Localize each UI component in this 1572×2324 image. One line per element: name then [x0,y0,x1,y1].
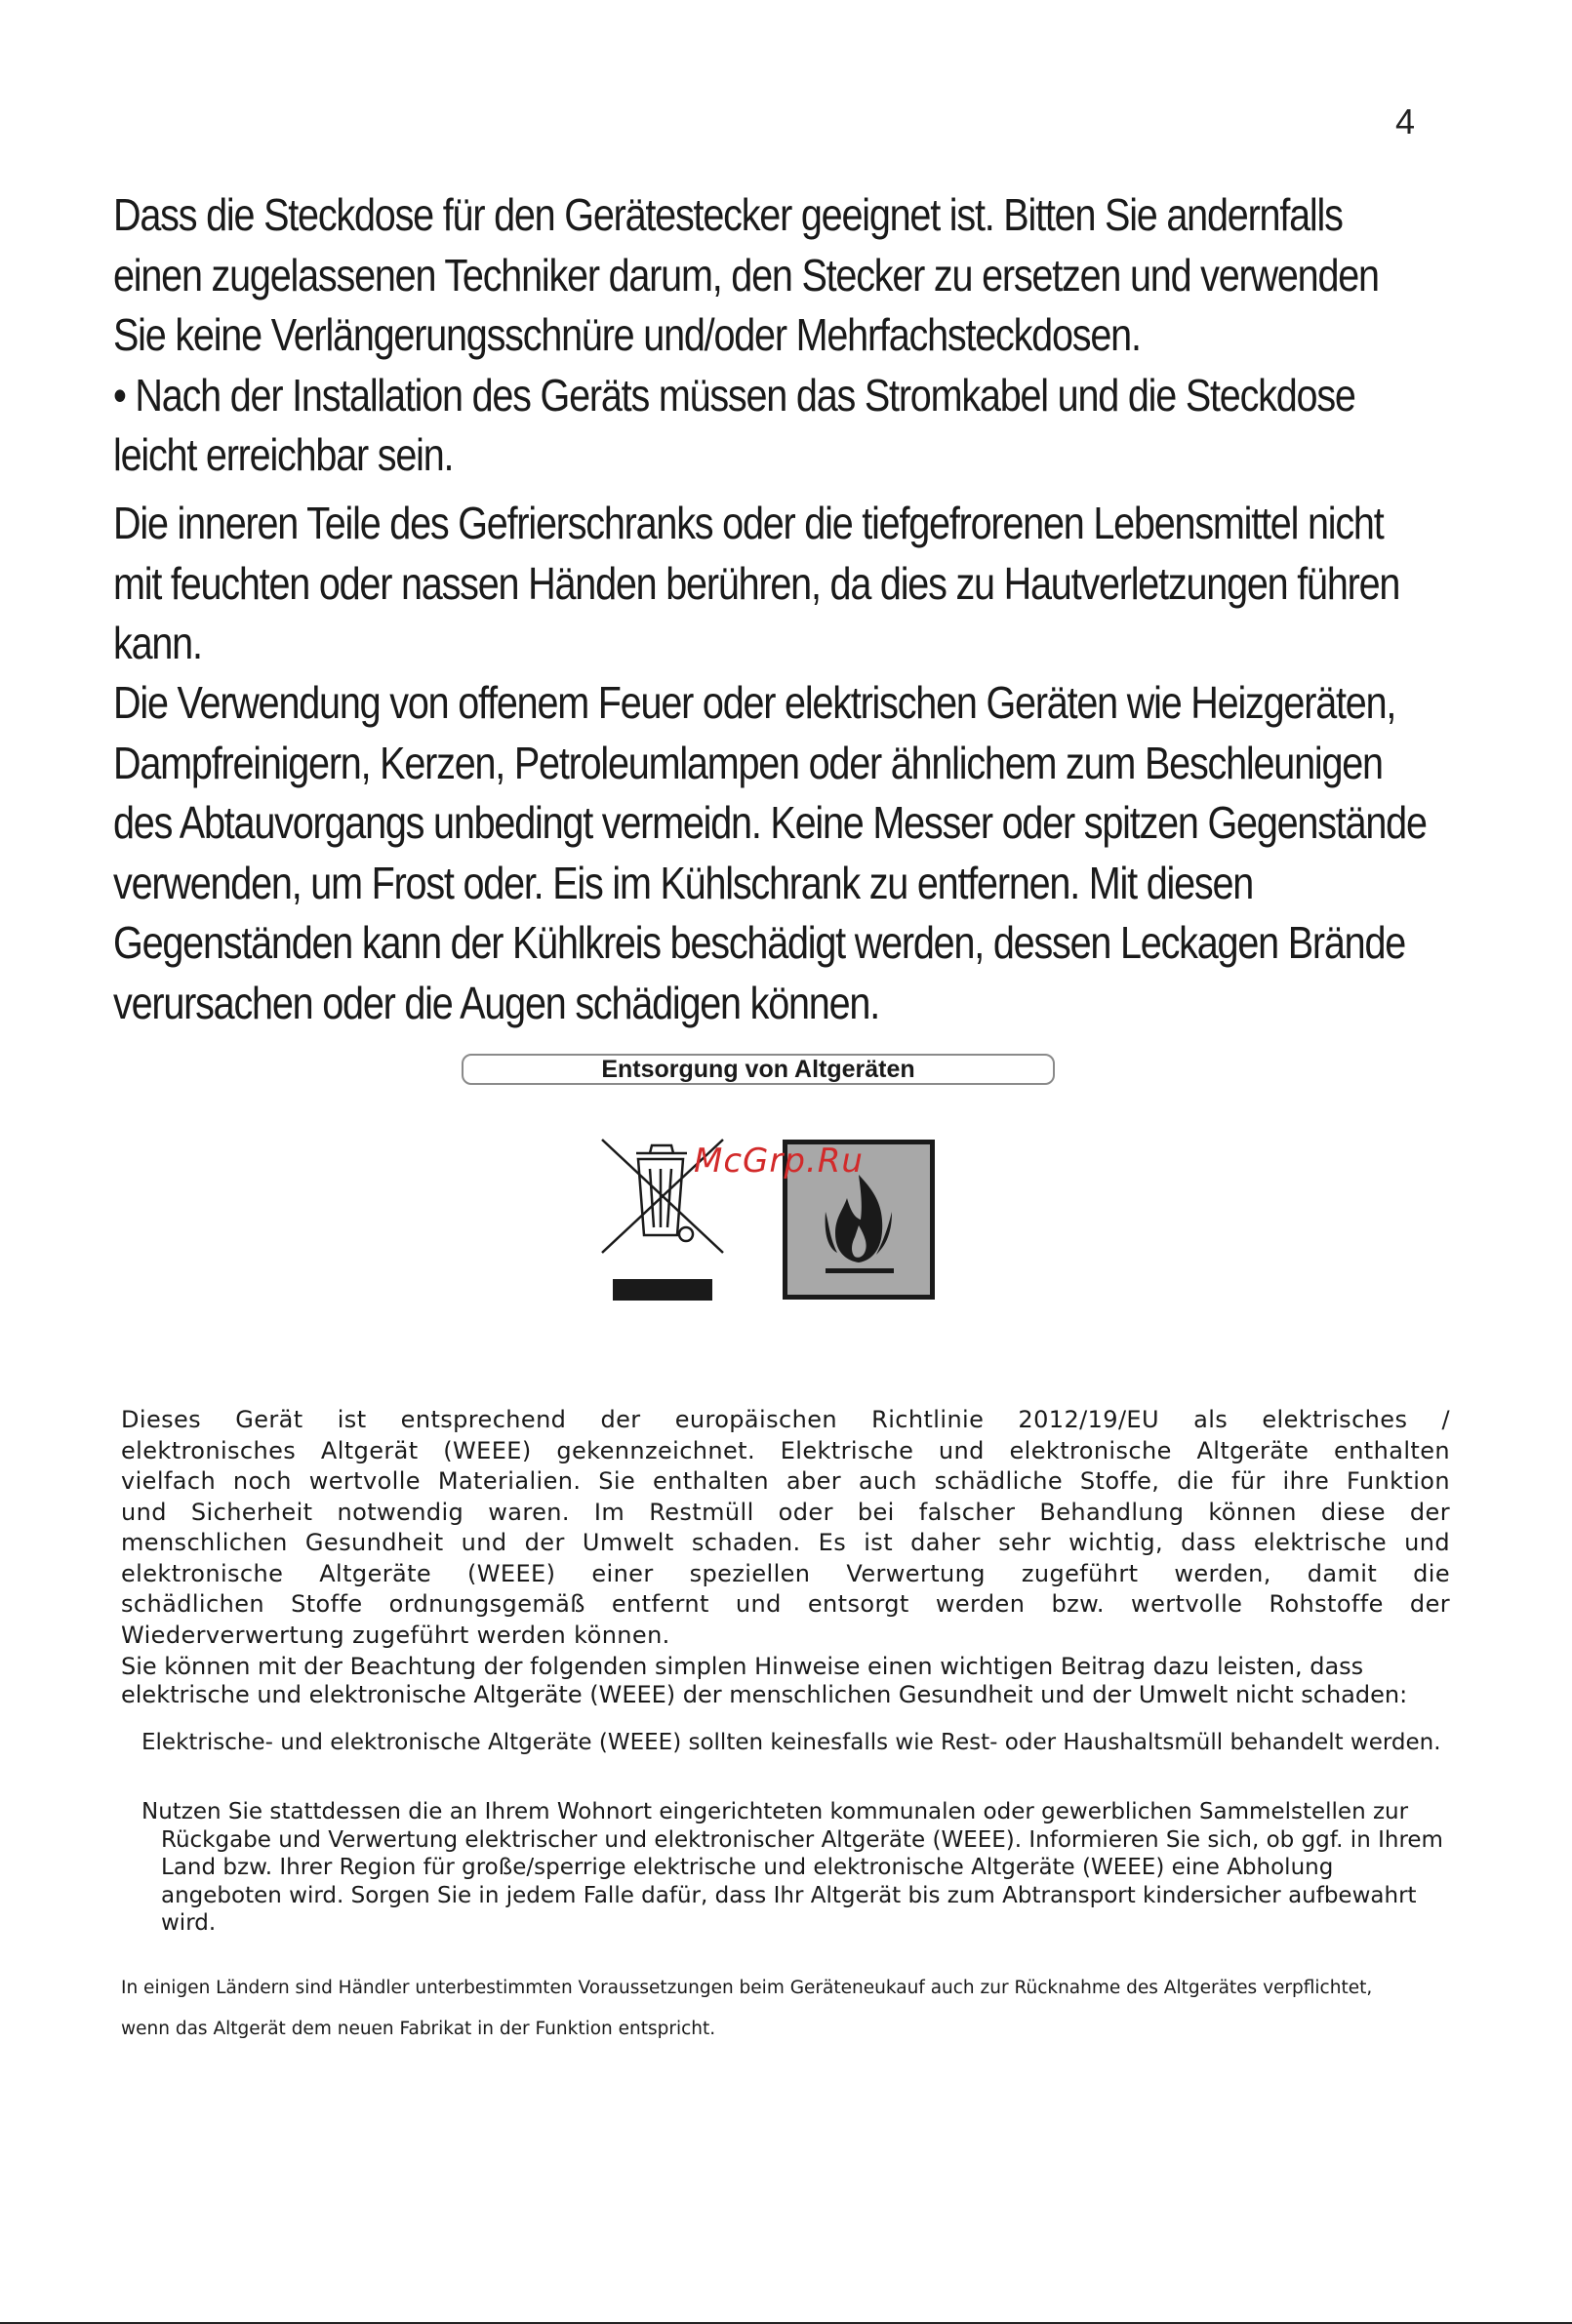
safety-paragraph-plug [113,185,1379,486]
text-line: des Abtauvorgangs unbedingt vermeidn. Keine Messer oder spitzen Gegenstände [113,797,1427,848]
text-line: kann. [113,618,202,668]
text-line: In einigen Ländern sind Händler unterbestimmten Voraussetzungen beim Geräteneukauf auch zur Rücknahme des Altgerätes verpflichtet, [121,1977,1373,1998]
hinweise-paragraph [121,1653,1450,1708]
text-line: verwenden, um Frost oder. Eis im Kühlschrank zu entfernen. Mit diesen [113,857,1254,908]
section-title: Entsorgung von Altgeräten [601,1056,915,1083]
section-heading-box [462,1054,1055,1085]
text-line: Wiederverwertung zugeführt werden können. [121,1621,670,1649]
text-line: elektronisches Altgerät (WEEE) gekennzeichnet. Elektrische und elektronische Altgeräte enthalten [121,1436,1450,1464]
text-line: wenn das Altgerät dem neuen Fabrikat in der Funktion entspricht. [121,2019,716,2039]
text-line: und Sicherheit notwendig waren. Im Restmüll oder bei falscher Behandlung können diese der [121,1498,1450,1526]
page-number: 4 [1395,101,1416,141]
text-line: • Nach der Installation des Geräts müssen das Stromkabel und die Steckdose [113,369,1355,421]
text-line: Dampfreinigern, Kerzen, Petroleumlampen oder ähnlichem zum Beschleunigen [113,737,1383,788]
text-line: vielfach noch wertvolle Materialien. Sie enthalten aber auch schädliche Stoffe, die für ihre Funktion [121,1467,1450,1495]
watermark: McGrp.Ru [694,1142,864,1181]
text-line: elektrische und elektronische Altgeräte (WEEE) der menschlichen Gesundheit und der Umwelt nicht schaden: [121,1680,1408,1708]
text-line: Die Verwendung von offenem Feuer oder elektrischen Geräten wie Heizgeräten, [113,677,1396,728]
text-line: schädlichen Stoffe ordnungsgemäß entfernt und entsorgt werden bzw. wertvolle Rohstoffe der [121,1590,1450,1618]
text-line: elektronische Altgeräte (WEEE) einer speziellen Verwertung zugeführt werden, damit die [121,1559,1450,1587]
list-item: Nutzen Sie stattdessen die an Ihrem Wohnort eingerichteten kommunalen oder gewerblichen Sammelstellen zur Rückgabe und Verwertung elektrischer und elektronischer Altgeräte (WEEE). Informieren Sie sich, ob ggf. in Ihrem Land bzw. Ihrer Region für große/sperrige elektrische und elektronische Altgeräte (WEEE) eine Abholung angeboten wird. Sorgen Sie in jedem Falle dafür, dass Ihr Altgerät bis zum Abtransport kindersicher aufbewahrt wird. [141,1799,1443,1936]
text-line: Sie können mit der Beachtung der folgenden simplen Hinweise einen wichtigen Beitrag dazu leisten, dass [121,1653,1364,1680]
text-line: menschlichen Gesundheit und der Umwelt schaden. Es ist daher sehr wichtig, dass elektrische und [121,1529,1450,1556]
text-line: mit feuchten oder nassen Händen berühren, da dies zu Hautverletzungen führen [113,557,1400,609]
text-line: Dieses Gerät ist entsprechend der europäischen Richtlinie 2012/19/EU als elektrisches / [121,1406,1450,1433]
list-item: Elektrische- und elektronische Altgeräte (WEEE) sollten keinesfalls wie Rest- oder Haushaltsmüll behandelt werden. [141,1730,1441,1755]
safety-paragraph-defrosting [113,673,1427,1033]
text-line: einen zugelassenen Techniker darum, den Stecker zu ersetzen und verwenden [113,249,1379,301]
weee-paragraph [121,1405,1450,1651]
footnote [121,1958,1450,2060]
safety-paragraph-wet-hands [113,494,1400,674]
text-line: Die inneren Teile des Gefrierschranks oder die tiefgefrorenen Lebensmittel nicht [113,498,1384,548]
text-line: Dass die Steckdose für den Gerätestecker geeignet ist. Bitten Sie andernfalls [113,189,1343,240]
text-line: leicht erreichbar sein. [113,429,454,480]
text-line: verursachen oder die Augen schädigen können. [113,977,879,1028]
text-line: Sie keine Verlängerungsschnüre und/oder Mehrfachsteckdosen. [113,309,1141,360]
text-line: Gegenständen kann der Kühlkreis beschädigt werden, dessen Leckagen Brände [113,917,1406,968]
